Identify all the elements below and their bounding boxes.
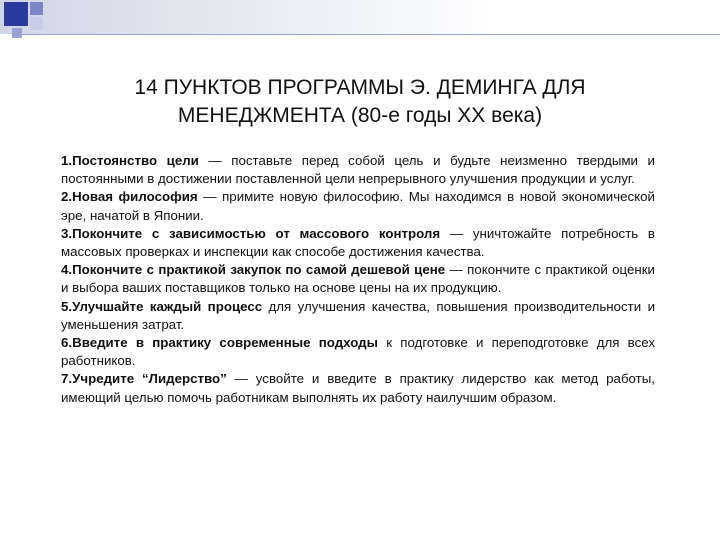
point-text: — поставьте перед собой цель и будьте неизменно твердыми и постоянными в достижении поставленной цели непрерывного улучшения продукции и услуг.: [61, 153, 655, 187]
point-text: — покончите с практикой оценки и выбора ваших поставщиков только на основе цены на их продукцию.: [61, 262, 655, 296]
point-text: — уничтожайте потребность в массовых проверках и инспекции как способе достижения качества.: [61, 225, 655, 260]
point-item: [61, 298, 655, 334]
point-item: [61, 152, 655, 188]
point-item: [61, 188, 655, 224]
point-item: [61, 261, 655, 297]
point-lead: 7.Учредите “Лидерство”: [61, 371, 227, 387]
point-lead: 1.Постоянство цели: [61, 153, 199, 168]
decorative-square: [12, 28, 22, 38]
point-lead: 3.Покончите с зависимостью от массового контроля: [61, 225, 441, 241]
point-text: для улучшения качества, повышения производительности и уменьшения затрат.: [61, 298, 655, 332]
point-lead: 6.Введите в практику современные подходы: [61, 335, 378, 351]
points-list: [61, 152, 655, 407]
decorative-square: [30, 2, 43, 15]
point-text: — усвойте и введите в практику лидерство как метод работы, имеющий целью помочь работникам выполнять их работу наилучшим образом.: [61, 371, 655, 405]
decorative-square: [4, 2, 28, 26]
point-item: [61, 370, 655, 406]
point-lead: 4.Покончите с практикой закупок по самой дешевой цене: [61, 262, 446, 278]
slide-title: 14 ПУНКТОВ ПРОГРАММЫ Э. ДЕМИНГА ДЛЯ МЕНЕДЖМЕНТА (80-е годы ХХ века): [134, 76, 586, 127]
point-item: [61, 225, 655, 261]
point-lead: 5.Улучшайте каждый процесс: [61, 298, 263, 314]
header-divider: [20, 34, 720, 35]
point-item: [61, 334, 655, 370]
point-text: — примите новую философию. Мы находимся в новой экономической эре, начатой в Японии.: [61, 189, 655, 223]
decorative-square: [30, 17, 43, 30]
point-lead: 2.Новая философия: [61, 189, 198, 205]
header-band: [0, 0, 720, 34]
point-text: к подготовке и переподготовке для всех работников.: [61, 335, 655, 369]
